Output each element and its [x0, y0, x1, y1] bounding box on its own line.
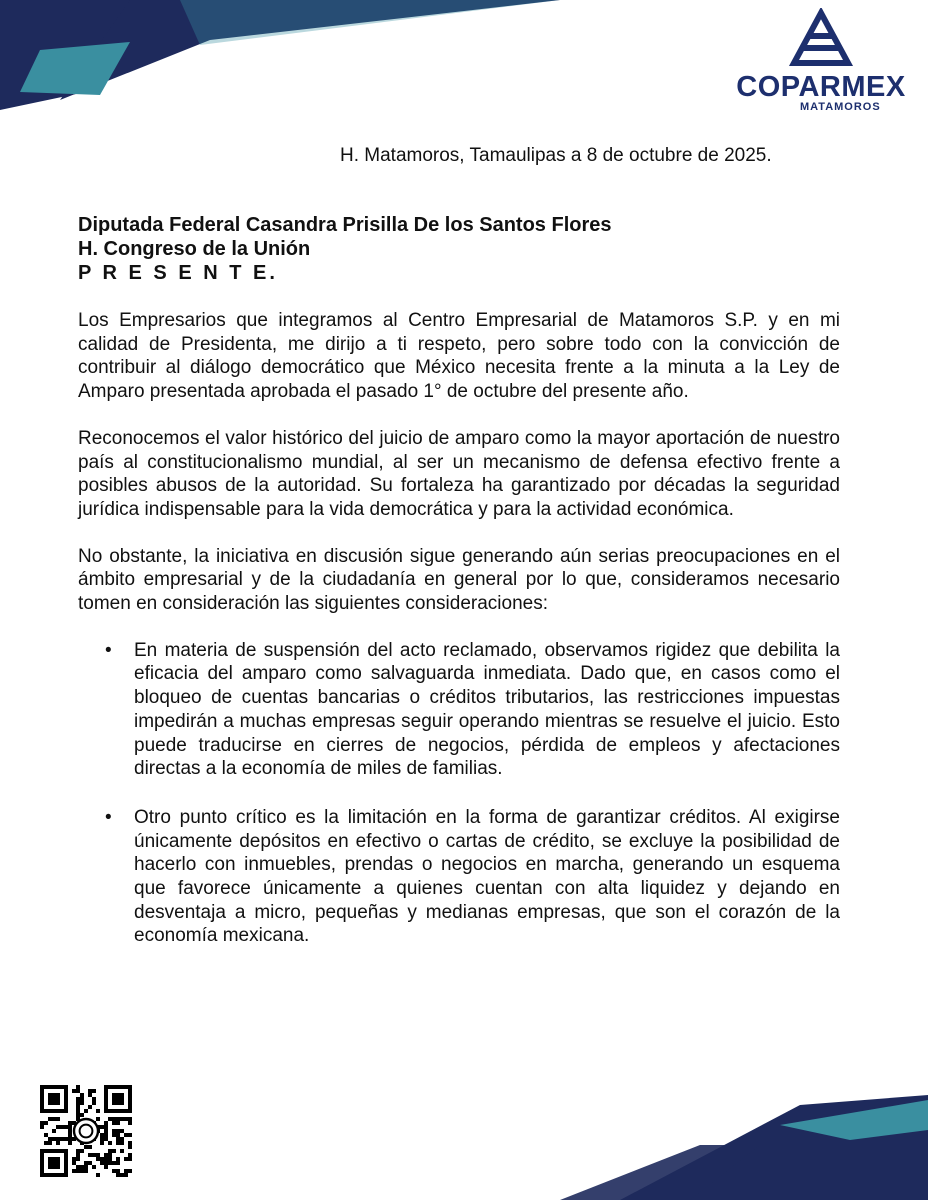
qr-code	[40, 1085, 132, 1177]
whatsapp-icon	[74, 1119, 98, 1143]
letter-body	[78, 309, 840, 973]
logo-subtitle: MATAMOROS	[800, 101, 881, 113]
salutation: P R E S E N T E.	[78, 262, 278, 284]
list-item	[78, 639, 840, 781]
paragraph: Los Empresarios que integramos al Centro Empresarial de Matamoros S.P. y en mi calidad de Presidenta, me dirijo a ti respeto, pero sobre todo con la convicción de contribuir al diálogo democrático que México necesita frente a la minuta a la Ley de Amparo presentada aprobada el pasado 1° de octubre del presente año.	[78, 310, 840, 403]
logo-name: COPARMEX	[736, 71, 906, 103]
list-item-text: Otro punto crítico es la limitación en la forma de garantizar créditos. Al exigirse únicamente depósitos en efectivo o cartas de crédito, se excluye la posibilidad de hacerlo con inmuebles, prendas o negocios en marcha, generando un esquema que favorece únicamente a quienes cuentan con alta liquidez y dejando en desventaja a micro, pequeñas y medianas empresas, que son el corazón de la economía mexicana.	[134, 806, 840, 947]
coparmex-emblem-icon	[788, 8, 854, 68]
bullet-dot: •	[105, 806, 112, 828]
coparmex-logo	[728, 8, 914, 113]
recipient-institution: H. Congreso de la Unión	[78, 238, 311, 260]
recipient-block	[78, 213, 612, 285]
paragraph: No obstante, la iniciativa en discusión sigue generando aún serias preocupaciones en el ámbito empresarial y de la ciudadanía en general por lo que, consideramos necesario tomen en consideración las siguientes consideraciones:	[78, 545, 840, 615]
considerations-list	[78, 639, 840, 948]
date-line: H. Matamoros, Tamaulipas a 8 de octubre de 2025.	[340, 145, 772, 166]
bullet-dot: •	[105, 639, 112, 661]
paragraph: Reconocemos el valor histórico del juicio de amparo como la mayor aportación de nuestro país al constitucionalismo mundial, al ser un mecanismo de defensa efectivo frente a posibles abusos de la autoridad. Su fortaleza ha garantizado por décadas la seguridad jurídica indispensable para la vida democrática y para la actividad económica.	[78, 427, 840, 520]
recipient-name: Diputada Federal Casandra Prisilla De los Santos Flores	[78, 214, 612, 236]
list-item	[78, 806, 840, 948]
footer-banner	[0, 1085, 928, 1200]
list-item-text: En materia de suspensión del acto reclamado, observamos rigidez que debilita la eficacia del amparo como salvaguarda inmediata. Dado que, en casos como el bloqueo de cuentas bancarias o créditos tributarios, las restricciones impuestas impedirán a muchas empresas seguir operando mientras se resuelve el juicio. Esto puede traducirse en cierres de negocios, pérdida de empleos y afectaciones directas a la economía de miles de familias.	[134, 639, 840, 780]
qr-code-icon	[40, 1085, 132, 1177]
